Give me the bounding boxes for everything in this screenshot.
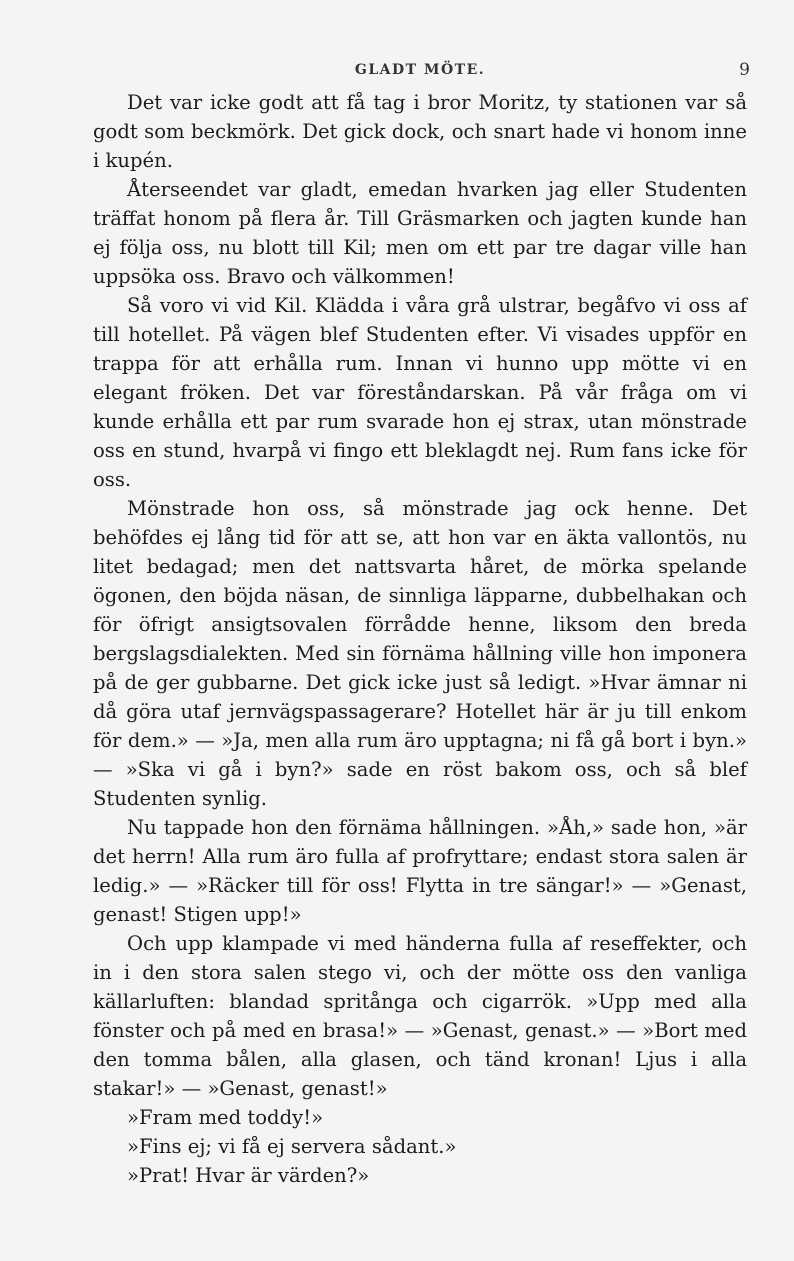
paragraph: Mönstrade hon oss, så mönstrade jag ock henne. Det behöfdes ej lång tid för att se, att hon var en äkta vallontös, nu litet bedagad; men det nattsvarta håret, de mörka spelande ögonen, den böjda näsan, de sinnliga läpparne, dubbelhakan och för öfrigt ansigtsovalen förrådde henne, liksom den breda bergslagsdialekten. Med sin förnäma hållning ville hon imponera på de ger gubbarne. Det gick icke just så ledigt. »Hvar ämnar ni då göra utaf jernvägspassagerare? Hotellet här är ju till enkom för dem.» — »Ja, men alla rum äro upptagna; ni få gå bort i byn.» — »Ska vi gå i byn?» sade en röst bakom oss, och så blef Studenten synlig. [93,497,747,810]
paragraph: Det var icke godt att få tag i bror Moritz, ty stationen var så godt som beckmörk. Det gick dock, och snart hade vi honom inne i kupén. [93,91,747,172]
running-head: GLADT MÖTE. [354,62,486,78]
page-number: 9 [739,60,750,80]
paragraph: »Fins ej; vi få ej servera sådant.» [127,1135,457,1158]
paragraph: Återseendet var gladt, emedan hvarken jag eller Studenten träffat honom på flera år. Till Gräsmarken och jagten kunde han ej följa oss, nu blott till Kil; men om ett par tre dagar ville han uppsöka oss. Bravo och välkommen! [93,178,747,288]
body-text [93,88,747,1190]
paragraph: »Fram med toddy!» [127,1106,324,1129]
paragraph: Så voro vi vid Kil. Klädda i våra grå ulstrar, begåfvo vi oss af till hotellet. På vägen blef Studenten efter. Vi visades uppför en trappa för att erhålla rum. Innan vi hunno upp mötte vi en elegant fröken. Det var föreståndarskan. På vår fråga om vi kunde erhålla ett par rum svarade hon ej strax, utan mönstrade oss en stund, hvarpå vi fingo ett bleklagdt nej. Rum fans icke för oss. [93,294,747,491]
paragraph: Nu tappade hon den förnäma hållningen. »Åh,» sade hon, »är det herrn! Alla rum äro fulla af profryttare; endast stora salen är ledig.» — »Räcker till för oss! Flytta in tre sängar!» — »Genast, genast! Stigen upp!» [93,816,747,926]
page-header [90,62,750,84]
paragraph: »Prat! Hvar är värden?» [127,1164,370,1187]
paragraph: Och upp klampade vi med händerna fulla af reseffekter, och in i den stora salen stego vi, och der mötte oss den vanliga källarluften: blandad spritånga och cigarrök. »Upp med alla fönster och på med en brasa!» — »Genast, genast.» — »Bort med den tomma bålen, alla glasen, och tänd kronan! Ljus i alla stakar!» — »Genast, genast!» [93,932,747,1100]
